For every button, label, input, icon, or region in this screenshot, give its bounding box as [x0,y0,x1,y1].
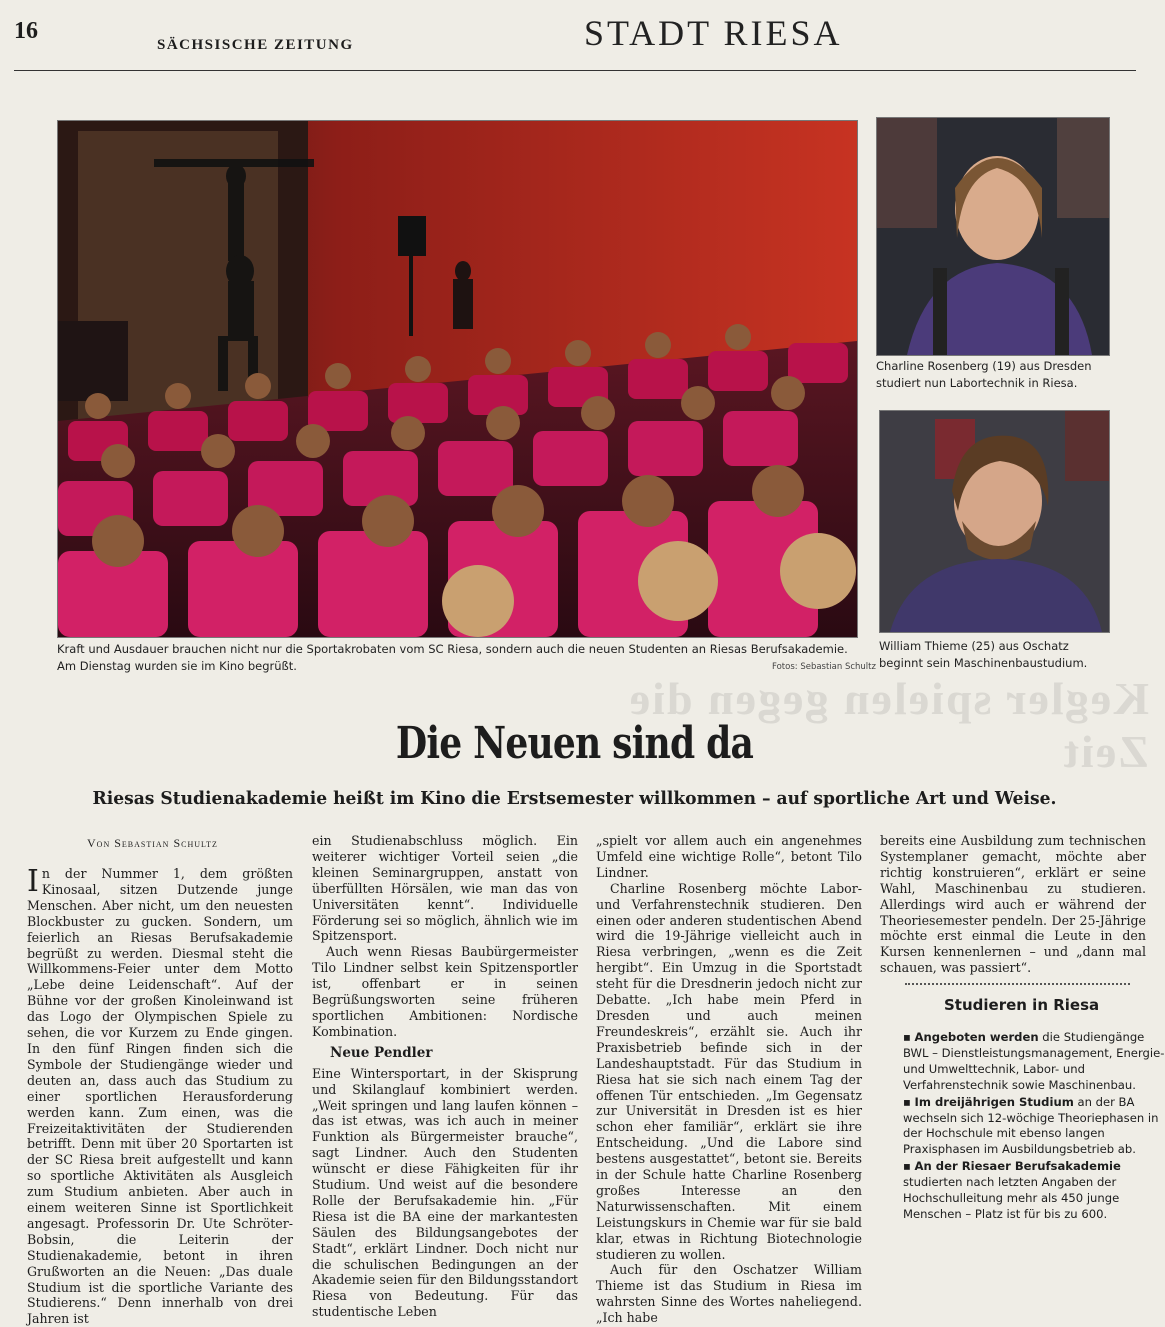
col2-paragraph-2: Auch wenn Riesas Baubürgermeister Tilo Lindner selbst kein Spitzensportler ist, offenbart er in seinen Begrüßungsworten seine früheren sportlichen Ambitionen: Nordische Kombination. [312,944,578,1039]
infobox-item: ▪ An der Riesaer Berufsakademie studierten nach letzten Angaben der Hochschulleitung mehr als 450 junge Menschen – Platz ist für bis zu 600. [903,1159,1121,1221]
cinema-photo [57,120,858,638]
portrait-william-illustration [880,411,1109,632]
infobox-title: Studieren in Riesa [944,996,1100,1014]
section-title: STADT RIESA [584,13,843,53]
header-rule [14,70,1136,71]
infobox-divider [905,983,1130,985]
cinema-illustration [58,121,857,637]
portrait-charline [876,117,1110,356]
photo-credit: Fotos: Sebastian Schultz [772,662,876,672]
portrait-charline-caption: Charline Rosenberg (19) aus Dresden studiert nun Labortechnik in Riesa. [876,359,1092,390]
col3-paragraph-1: „spielt vor allem auch ein angenehmes Umfeld eine wichtige Rolle“, betont Tilo Lindner. [596,833,862,880]
article-subheadline: Riesas Studienakademie heißt im Kino die Erstsemester willkommen – auf sportliche Art und Weise. [92,788,1057,809]
subheading-neue-pendler: Neue Pendler [330,1044,433,1061]
article-column-2 [312,833,578,1320]
bleed-through-text: Kegler spielen gegen die Zeit [627,673,1149,777]
col1-paragraph: n der Nummer 1, dem größten Kinosaal, sitzen Dutzende junge Menschen. Aber nicht, um den neuesten Blockbuster zu gucken. Sondern, um feierlich an Riesas Berufsakademie begrüßt zu werden. Diesmal steht die Willkommens-Feier unter dem Motto „Lebe deine Leidenschaft“. Auf der Bühne vor der großen Kinoleinwand ist das Logo der Olympischen Spiele zu sehen, die vor Kurzem zu Ende gingen. In den fünf Ringen finden sich die Symbole der Studiengänge wieder und deuten an, dass auch das Studium zu einer sportlichen Herausforderung werden kann. Zum einen, was die Freizeitaktivitäten der Studierenden betrifft. Denn mit über 20 Sportarten ist der SC Riesa breit aufgestellt und kann so sportliche Aktivitäten als Ausgleich zum Studium anbieten. Aber auch in einem weiteren Sinne ist Sportlichkeit angesagt. Professorin Dr. Ute Schröter-Bobsin, die Leiterin der Studienakademie, betont in ihren Grußworten an die Neuen: „Das duale Studium ist die sportliche Variante des Studierens.“ Denn innerhalb von drei Jahren ist [27,866,293,1327]
newspaper-name: SÄCHSISCHE ZEITUNG [157,37,354,53]
col3-paragraph-3: Auch für den Oschatzer William Thieme ist das Studium in Riesa im wahrsten Sinne des Wortes naheliegend. „Ich habe [596,1262,862,1326]
main-photo-caption: Kraft und Ausdauer brauchen nicht nur die Sportakrobaten vom SC Riesa, sondern auch die neuen Studenten an Riesas Berufsakademie. Am Dienstag wurden sie im Kino begrüßt. [57,642,848,673]
page-number: 16 [14,18,38,44]
article-column-1 [27,864,293,1327]
infobox-item: ▪ Angeboten werden die Studiengänge BWL – Dienstleistungsmanagement, Energie- und Umwelttechnik, Labor- und Verfahrenstechnik sowie Maschinenbau. [903,1030,1165,1092]
col3-paragraph-2: Charline Rosenberg möchte Labor- und Verfahrenstechnik studieren. Den einen oder anderen studentischen Abend wird die 19-Jährige vielleicht auch in Riesa verbringen, „wenn es die Zeit hergibt“. Ein Umzug in die Sportstadt steht für die Dresdnerin jedoch nicht zur Debatte. „Ich habe mein Pferd in Dresden und auch meinen Freundeskreis“, erzählt sie. Auch ihr Praxisbetrieb befinde sich in der Landeshauptstadt. Für das Studium in Riesa hat sie sich nach einem Tag der offenen Tür entschieden. „Im Gegensatz zur Universität in Dresden ist es hier schon eher familiär“, erklärt sie ihre Entscheidung. „Und die Labore sind bestens ausgestattet“, betont sie. Bereits in der Schule hatte Charline Rosenberg großes Interesse an den Naturwissenschaften. Mit einem Leistungskurs in Chemie war für sie bald klar, etwas in Richtung Biotechnologie studieren zu wollen. [596,880,862,1262]
col4-paragraph-1: bereits eine Ausbildung zum technischen Systemplaner gemacht, möchte aber richtig konstruieren“, erklärt er seine Wahl, Maschinenbau zu studieren. Allerdings wird auch er während der Theoriesemester pendeln. Der 25-Jährige möchte erst einmal die Leute in den Kursen kennenlernen – und „dann mal schauen, was passiert“. [880,833,1146,976]
portrait-william-caption: William Thieme (25) aus Oschatz beginnt sein Maschinenbaustudium. [879,639,1088,670]
col2-paragraph-3: Eine Wintersportart, in der Skisprung und Skilanglauf kombiniert werden. „Weit springen und lang laufen können – das ist etwas, was ich auch in meiner Funktion als Bürgermeister brauche“, sagt Lindner. Auch den Studenten wünscht er diese Fähigkeiten für ihr Studium. Und weist auf die besondere Rolle der Berufsakademie hin. „Für Riesa ist die BA eine der markantesten Säulen des Bildungsangebotes der Stadt“, erklärt Lindner. Doch nicht nur die schulischen Bedingungen an der Akademie seien für den Bildungsstandort Riesa von Bedeutung. Für das studentische Leben [312,1065,578,1320]
article-column-4 [880,833,1146,976]
infobox-item: ▪ Im dreijährigen Studium an der BA wechseln sich 12-wöchige Theoriephasen in der Hochschule mit ebenso langen Praxisphasen im Ausbildungsbetrieb ab. [903,1094,1159,1157]
article-byline: Von Sebastian Schultz [87,836,218,850]
portrait-william [879,410,1110,633]
col2-paragraph-1: ein Studienabschluss möglich. Ein weiterer wichtiger Vorteil seien „die kleinen Seminargruppen, anstatt von überfüllten Hörsälen, wie man das von Universitäten kennt“. Individuelle Förderung sei so möglich, ähnlich wie im Spitzensport. [312,833,578,944]
portrait-charline-illustration [877,118,1109,355]
drop-cap: I [27,864,39,899]
article-column-3 [596,833,862,1326]
article-headline: Die Neuen sind da [395,718,754,769]
infobox-list [903,1030,1165,1224]
